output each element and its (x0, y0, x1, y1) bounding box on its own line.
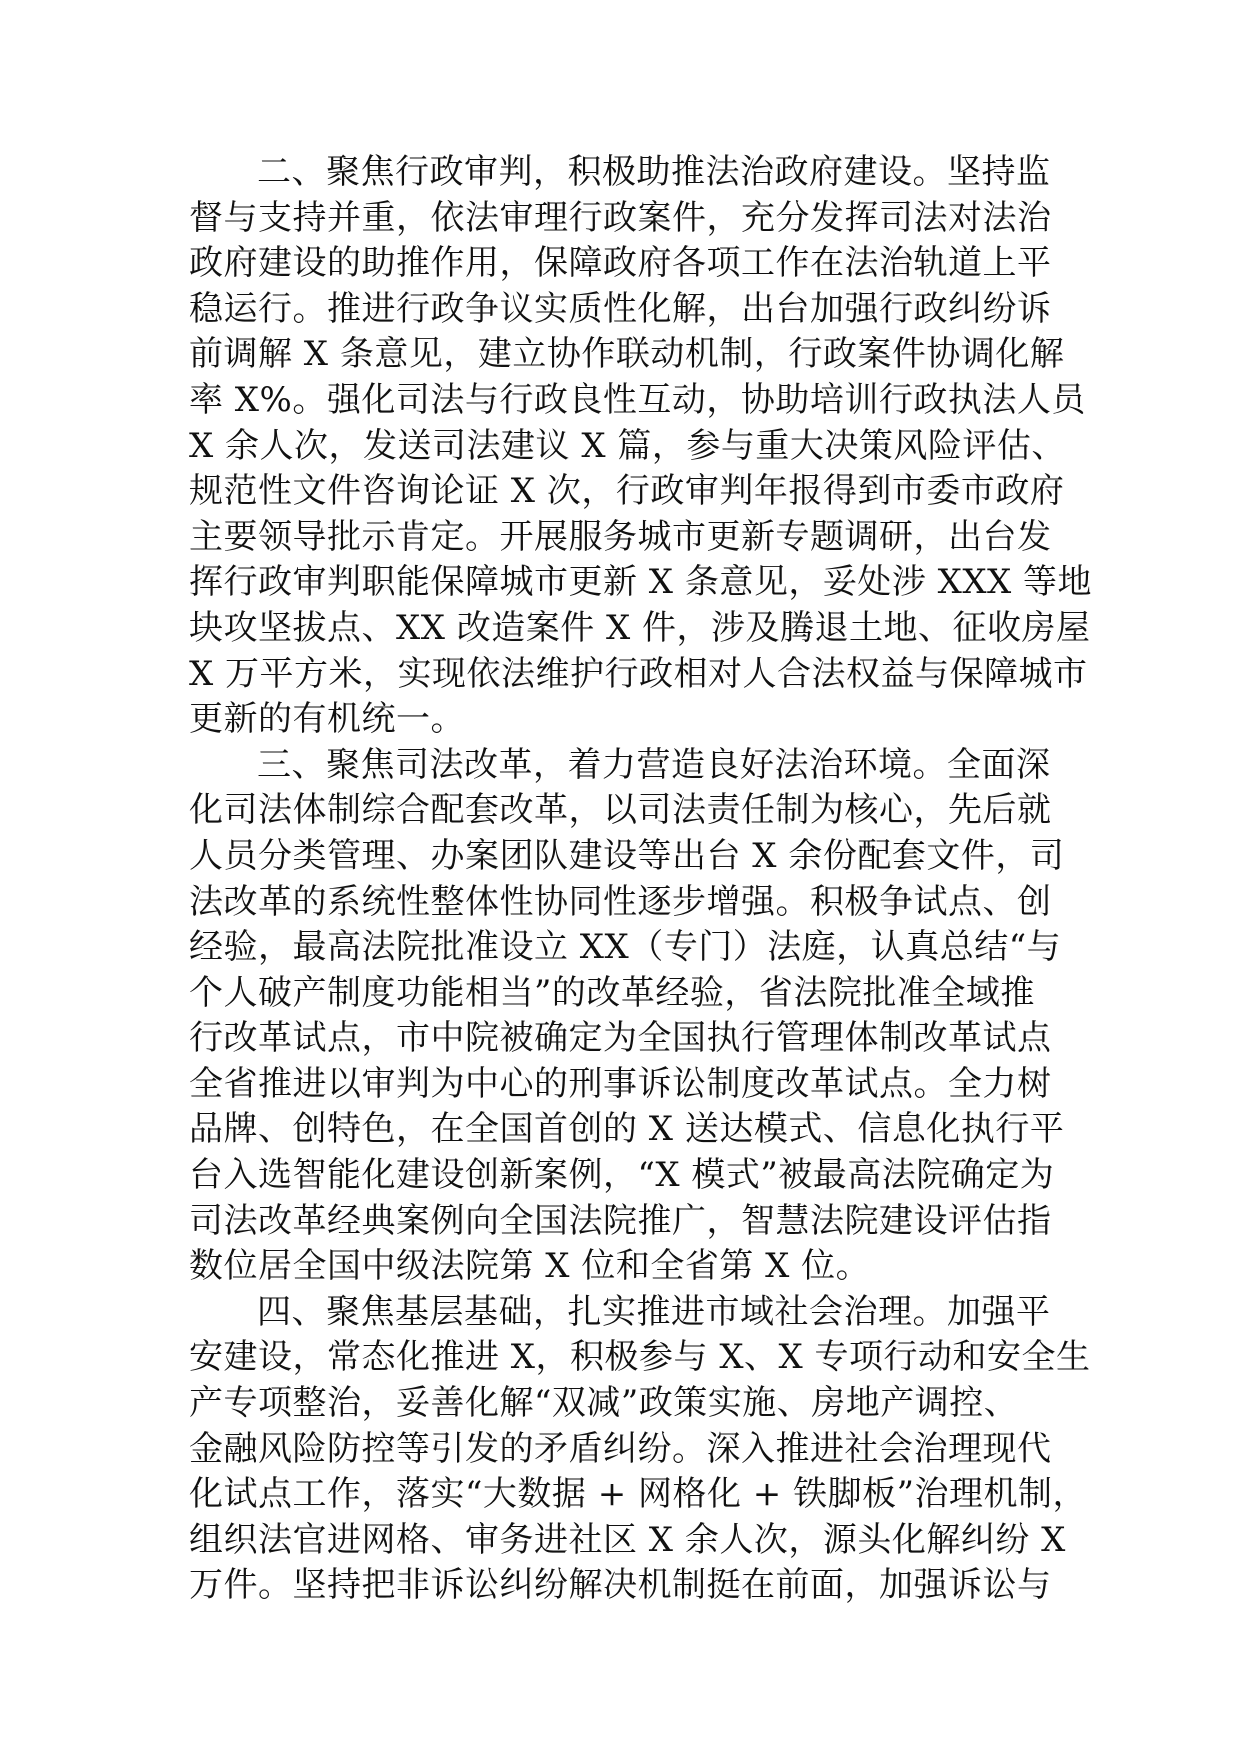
paragraph-administrative-trial (189, 150, 1093, 743)
text-line: 组织法官进网格、审务进社区 X 余人次，源头化解纠纷 X (189, 1519, 1066, 1560)
text-line: 块攻坚拔点、XX 改造案件 X 件，涉及腾退土地、征收房屋 (189, 607, 1091, 648)
text-line: 率 X%。强化司法与行政良性互动，协助培训行政执法人员 (189, 379, 1086, 420)
text-line: 司法改革经典案例向全国法院推广，智慧法院建设评估指 (189, 1200, 1052, 1241)
text-line: 稳运行。推进行政争议实质性化解，出台加强行政纠纷诉 (189, 288, 1052, 329)
text-line: 个人破产制度功能相当”的改革经验，省法院批准全域推 (189, 972, 1035, 1013)
text-line: 前调解 X 条意见，建立协作联动机制，行政案件协调化解 (189, 334, 1065, 375)
text-line: 三、聚焦司法改革，着力营造良好法治环境。全面深 (257, 744, 1051, 785)
text-line: 行改革试点，市中院被确定为全国执行管理体制改革试点 (189, 1018, 1052, 1059)
text-line: 经验，最高法院批准设立 XX（专门）法庭，认真总结“与 (189, 927, 1062, 968)
text-line: 二、聚焦行政审判，积极助推法治政府建设。坚持监 (257, 152, 1051, 192)
document-body (189, 150, 1093, 1609)
text-line: 政府建设的助推作用，保障政府各项工作在法治轨道上平 (189, 243, 1052, 284)
text-line: 督与支持并重，依法审理行政案件，充分发挥司法对法治 (189, 197, 1052, 238)
text-line: 人员分类管理、办案团队建设等出台 X 余份配套文件，司 (189, 835, 1065, 876)
text-line: 金融风险防控等引发的矛盾纠纷。深入推进社会治理现代 (189, 1428, 1052, 1469)
text-line: 四、聚焦基层基础，扎实推进市域社会治理。加强平 (257, 1291, 1051, 1332)
text-line: 挥行政审判职能保障城市更新 X 条意见，妥处涉 XXX 等地 (189, 562, 1093, 603)
text-line: 主要领导批示肯定。开展服务城市更新专题调研，出台发 (189, 516, 1052, 557)
text-line: 万件。坚持把非诉讼纠纷解决机制挺在前面，加强诉讼与 (189, 1565, 1052, 1606)
text-line: X 万平方米，实现依法维护行政相对人合法权益与保障城市 (189, 653, 1088, 694)
paragraph-judicial-reform (189, 743, 1065, 1290)
text-line: 全省推进以审判为中心的刑事诉讼制度改革试点。全力树 (189, 1063, 1052, 1104)
text-line: 安建设，常态化推进 X，积极参与 X、X 专项行动和安全生 (189, 1337, 1091, 1378)
text-line: 台入选智能化建设创新案例，“X 模式”被最高法院确定为 (189, 1155, 1055, 1196)
text-line: X 余人次，发送司法建议 X 篇，参与重大决策风险评估、 (189, 425, 1066, 466)
text-line: 品牌、创特色，在全国首创的 X 送达模式、信息化执行平 (189, 1109, 1065, 1150)
text-line: 法改革的系统性整体性协同性逐步增强。积极争试点、创 (189, 881, 1052, 922)
paragraph-grassroots-governance (189, 1290, 1091, 1609)
text-line: 数位居全国中级法院第 X 位和全省第 X 位。 (189, 1246, 871, 1287)
text-line: 更新的有机统一。 (189, 699, 465, 740)
text-line: 规范性文件咨询论证 X 次，行政审判年报得到市委市政府 (189, 471, 1065, 512)
text-line: 化司法体制综合配套改革，以司法责任制为核心，先后就 (189, 790, 1052, 831)
text-line: 化试点工作，落实“大数据 + 网格化 + 铁脚板”治理机制， (189, 1474, 1087, 1515)
text-line: 产专项整治，妥善化解“双减”政策实施、房地产调控、 (189, 1383, 1019, 1424)
